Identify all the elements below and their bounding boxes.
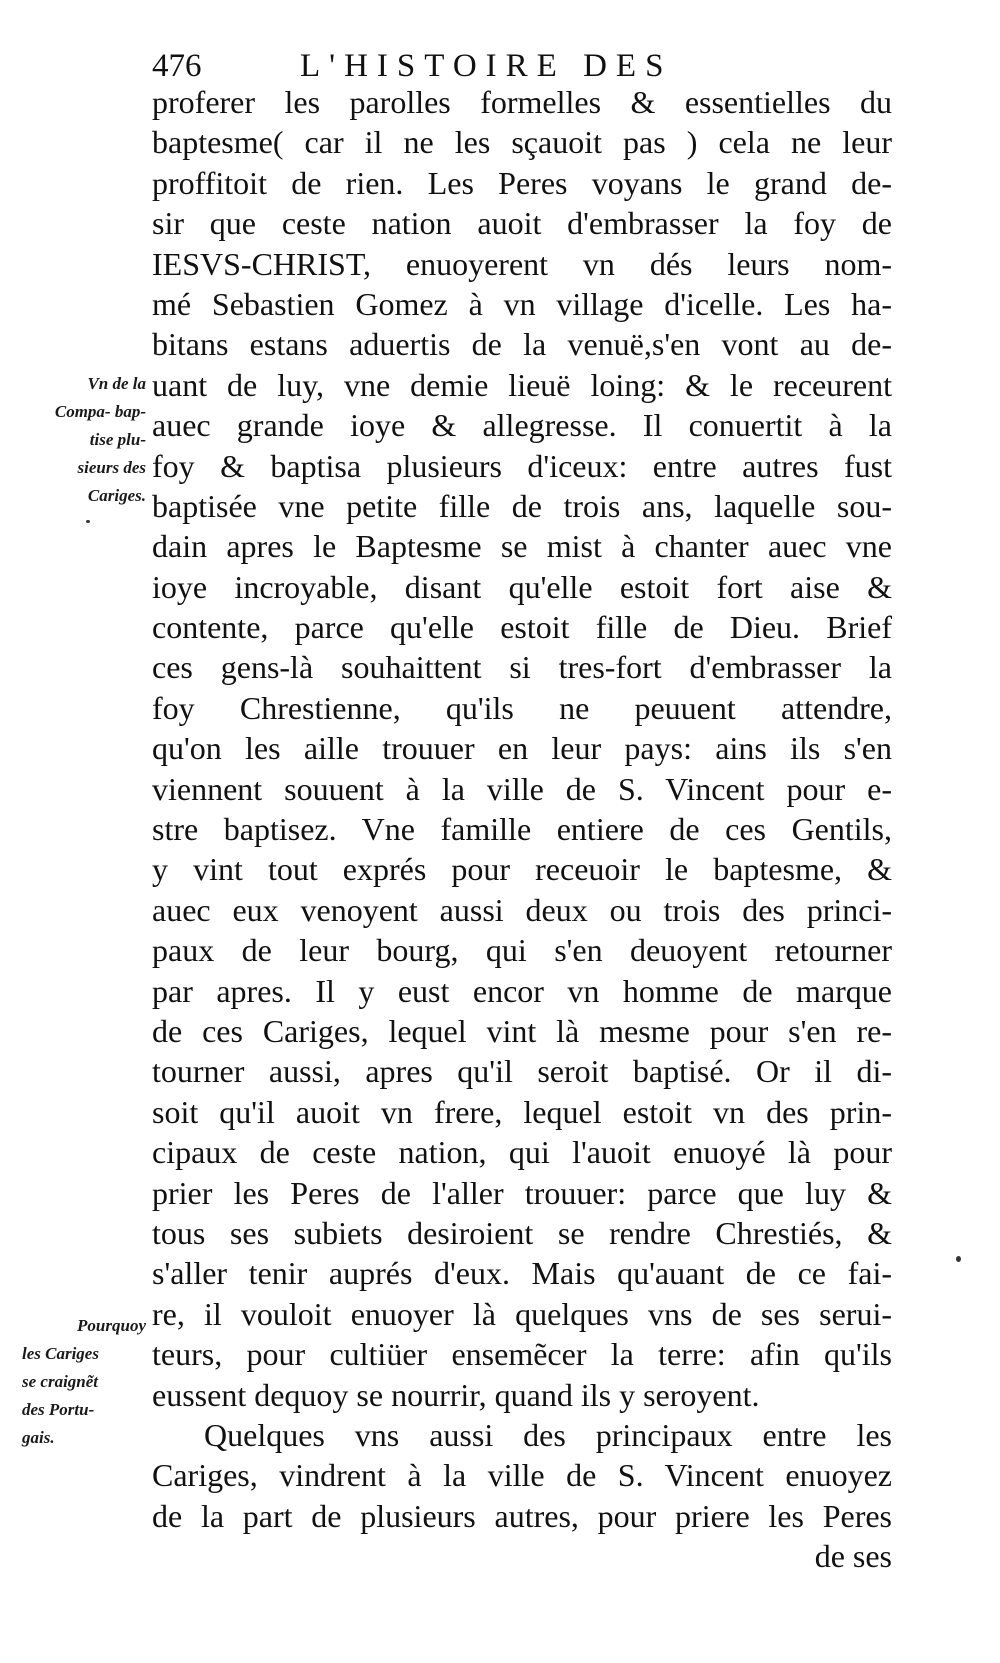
text-line: ioye incroyable, disant qu'elle estoit fort aise & [152, 568, 892, 605]
text-line: sir que ceste nation auoit d'embrasser la foy de [152, 205, 892, 242]
margin-note-line: Vn de la [87, 374, 146, 393]
catchword: de ses [814, 1538, 892, 1575]
text-line: ces gens-là souhaittent si tres-fort d'embrasser la [152, 649, 892, 686]
text-line: paux de leur bourg, qui s'en deuoyent retourner [152, 932, 892, 969]
text-line: mé Sebastien Gomez à vn village d'icelle. Les ha- [152, 285, 892, 322]
margin-note-line: Pourquoy [77, 1316, 146, 1335]
text-line: contente, parce qu'elle estoit fille de Dieu. Brief [152, 609, 892, 646]
text-line: foy Chrestienne, qu'ils ne peuuent attendre, [152, 689, 892, 726]
text-line: Cariges, vindrent à la ville de S. Vincent enuoyez [152, 1457, 892, 1494]
text-line: Quelques vns aussi des principaux entre les [204, 1416, 892, 1453]
text-line: proffitoit de rien. Les Peres voyans le grand de- [152, 164, 892, 201]
text-line: stre baptisez. Vne famille entiere de ces Gentils, [152, 811, 892, 848]
text-line: de ces Cariges, lequel vint là mesme pour s'en re- [152, 1012, 892, 1049]
text-line: re, il vouloit enuoyer là quelques vns de ses serui- [152, 1295, 892, 1332]
text-line: soit qu'il auoit vn frere, lequel estoit vn des prin- [152, 1093, 892, 1130]
text-line: de la part de plusieurs autres, pour priere les Peres [152, 1497, 892, 1534]
margin-note-portuguese [22, 1312, 146, 1452]
text-line: dain apres le Baptesme se mist à chanter auec vne [152, 528, 892, 565]
text-line: baptisée vne petite fille de trois ans, laquelle sou- [152, 487, 892, 524]
ink-speck [956, 1256, 961, 1262]
text-line: teurs, pour cultiüer ensemẽcer la terre: afin qu'ils [152, 1336, 892, 1373]
text-line: s'aller tenir auprés d'eux. Mais qu'auant de ce fai- [152, 1255, 892, 1292]
text-line: tourner aussi, apres qu'il seroit baptisé. Or il di- [152, 1053, 892, 1090]
text-line: auec eux venoyent aussi deux ou trois des princi- [152, 891, 892, 928]
text-line: auec grande ioye & allegresse. Il conuertit à la [152, 407, 892, 444]
text-line: eussent dequoy se nourrir, quand ils y seroyent. [152, 1376, 760, 1413]
text-line: cipaux de ceste nation, qui l'auoit enuoyé là pour [152, 1134, 892, 1171]
text-line: foy & baptisa plusieurs d'iceux: entre autres fust [152, 447, 892, 484]
margin-note-line: Compa- bap- [54, 402, 146, 421]
margin-note-line: des Portu- [22, 1400, 95, 1419]
page-number: 476 [152, 48, 202, 84]
text-line: proferer les parolles formelles & essentielles du [152, 84, 892, 120]
text-line: y vint tout exprés pour receuoir le baptesme, & [152, 851, 892, 888]
body-text [152, 82, 892, 1576]
text-line: qu'on les aille trouuer en leur pays: ains ils s'en [152, 730, 892, 767]
text-line: prier les Peres de l'aller trouuer: parce que luy & [152, 1174, 892, 1211]
margin-note-line: les Cariges [22, 1344, 99, 1363]
margin-note-line: se craignẽt [22, 1372, 99, 1391]
text-line: uant de luy, vne demie lieuë loing: & le receurent [152, 366, 892, 403]
text-line: baptesme( car il ne les sçauoit pas ) cela ne leur [152, 124, 892, 161]
ink-speck [86, 520, 90, 523]
text-line: viennent souuent à la ville de S. Vincent pour e- [152, 770, 892, 807]
margin-note-line: Cariges. [87, 486, 146, 505]
margin-note-line: gais. [22, 1428, 55, 1447]
margin-note-line: tise plu- [89, 430, 146, 449]
text-line: tous ses subiets desiroient se rendre Chrestiés, & [152, 1214, 892, 1251]
running-head [152, 46, 892, 86]
text-line: IESVS-CHRIST, enuoyerent vn dés leurs nom- [152, 245, 892, 282]
margin-note-baptism [26, 370, 146, 510]
text-line: bitans estans aduertis de la venuë,s'en vont au de- [152, 326, 892, 363]
text-line: par apres. Il y eust encor vn homme de marque [152, 972, 892, 1009]
running-title: L'HISTOIRE DES [300, 48, 673, 84]
margin-note-line: sieurs des [77, 458, 146, 477]
